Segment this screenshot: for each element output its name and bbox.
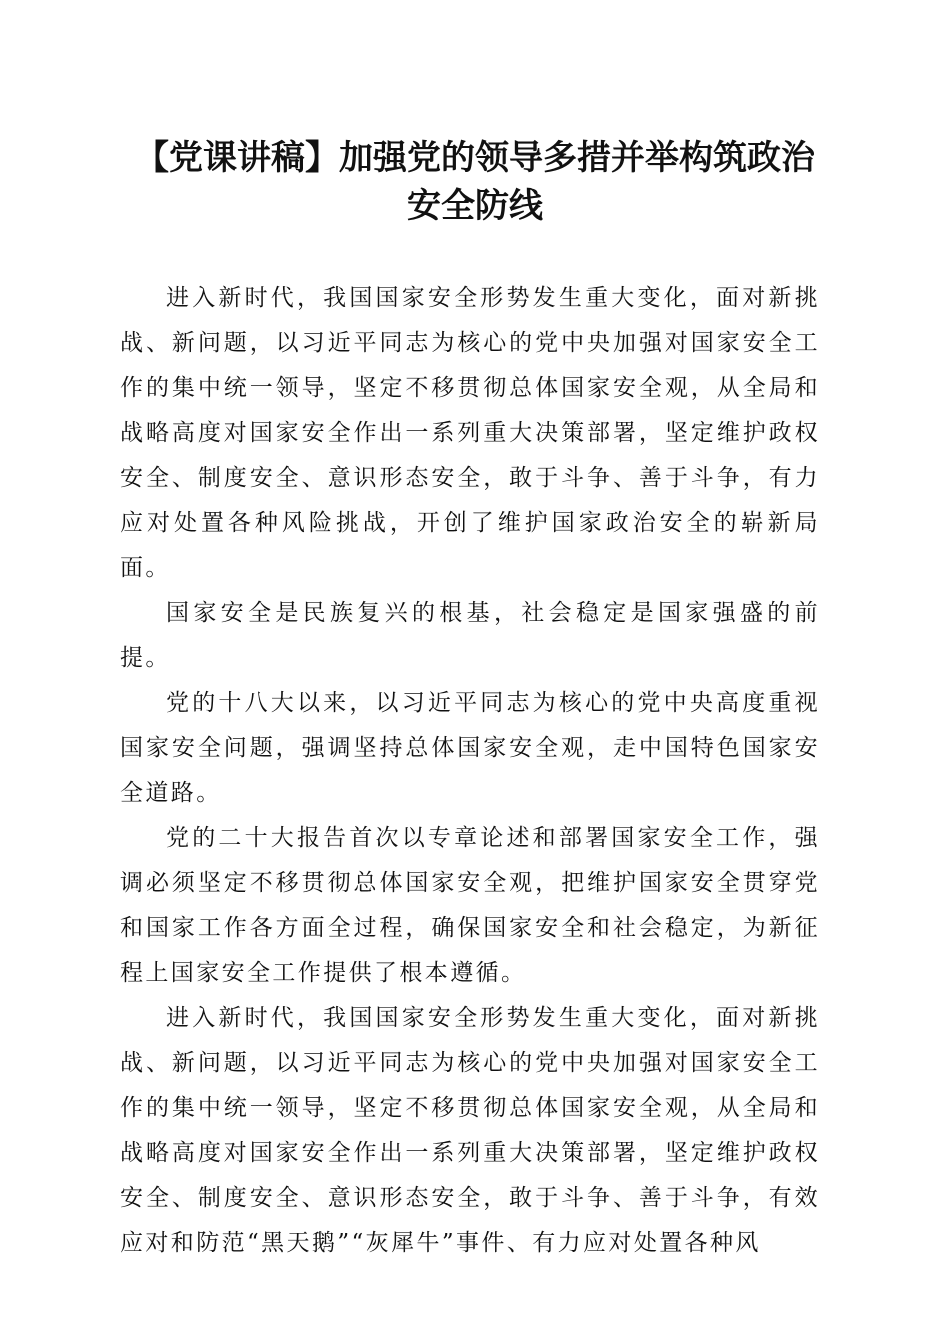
paragraph-4: 党的二十大报告首次以专章论述和部署国家安全工作，强调必须坚定不移贯彻总体国家安全观，把维护国家安全贯穿党和国家工作各方面全过程，确保国家安全和社会稳定，为新征程上国家安全工作提供了根本遵循。 <box>120 825 820 986</box>
paragraph-2: 国家安全是民族复兴的根基，社会稳定是国家强盛的前提。 <box>120 600 820 671</box>
paragraph-1: 进入新时代，我国国家安全形势发生重大变化，面对新挑战、新问题，以习近平同志为核心的党中央加强对国家安全工作的集中统一领导，坚定不移贯彻总体国家安全观，从全局和战略高度对国家安全作出一系列重大决策部署，坚定维护政权安全、制度安全、意识形态安全，敢于斗争、善于斗争，有力应对处置各种风险挑战，开创了维护国家政治安全的崭新局面。 <box>120 285 820 581</box>
paragraph-5: 进入新时代，我国国家安全形势发生重大变化，面对新挑战、新问题，以习近平同志为核心的党中央加强对国家安全工作的集中统一领导，坚定不移贯彻总体国家安全观，从全局和战略高度对国家安全作出一系列重大决策部署，坚定维护政权安全、制度安全、意识形态安全，敢于斗争、善于斗争，有效应对和防范“黑天鹅”“灰犀牛”事件、有力应对处置各种风 <box>120 1005 820 1256</box>
document-body <box>120 276 820 1266</box>
title-line-2: 安全防线 <box>407 186 543 226</box>
title-line-1: 【党课讲稿】加强党的领导多措并举构筑政治 <box>135 138 815 178</box>
document-title <box>100 134 850 230</box>
paragraph-3: 党的十八大以来，以习近平同志为核心的党中央高度重视国家安全问题，强调坚持总体国家安全观，走中国特色国家安全道路。 <box>120 690 820 806</box>
